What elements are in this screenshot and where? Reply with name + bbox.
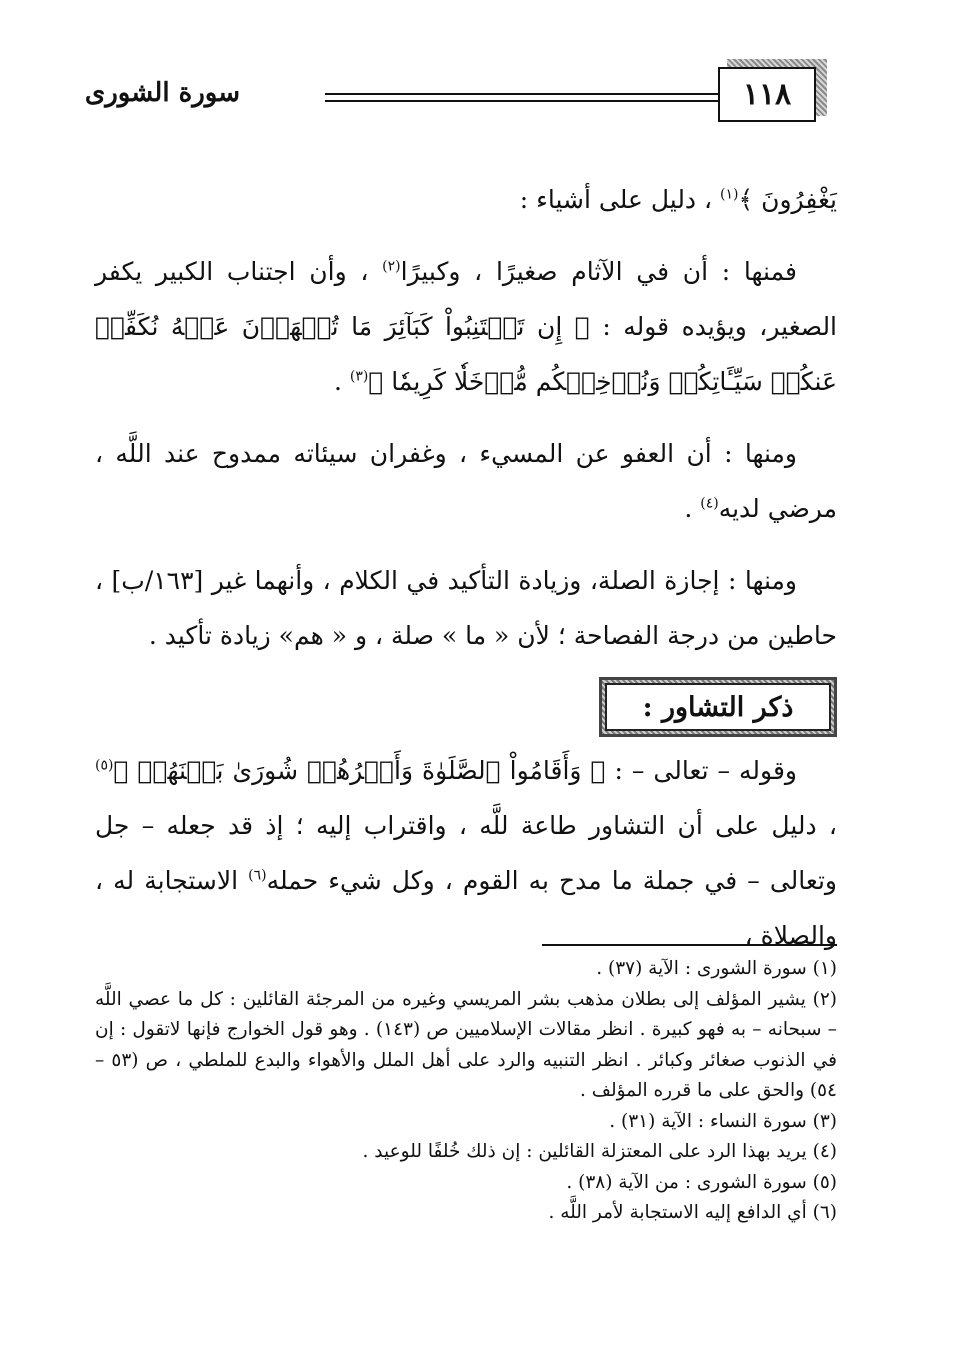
paragraph-5: [95, 743, 837, 963]
footnote-3: (٣) سورة النساء : الآية (٣١) .: [609, 1110, 837, 1132]
footnote-4: (٤) يريد بهذا الرد على المعتزلة القائلين : إن ذلك خُلفًا للوعيد .: [362, 1141, 837, 1162]
paragraph-text: ومنها : أن العفو عن المسيء ، وغفران سيئاته ممدوح عند اللَّه ، مرضي لديه: [95, 439, 837, 523]
footnote-6: (٦) أي الدافع إليه الاستجابة لأمر اللَّه .: [548, 1202, 837, 1223]
footnote-ref: (١): [720, 186, 739, 203]
running-header-title: سورة الشورى: [84, 78, 240, 108]
footnote-1: (١) سورة الشورى : الآية (٣٧) .: [596, 958, 837, 979]
paragraph-text: وقوله – تعالى – :: [614, 756, 797, 785]
footnote-ref: (٣): [349, 368, 369, 385]
quran-fragment: يَغْفِرُونَ ﴾: [738, 185, 837, 214]
paragraph-1: [95, 172, 837, 227]
footnote-2: (٢) يشير المؤلف إلى بطلان مذهب بشر المريسي وغيره من المرجئة القائلين : كل ما عصي اللَّه – سبحانه – به فهو كبيرة . انظر مقالات الإسلاميين ص (١٤٣) . وهو قول الخوارج فإنها لاتقول : إن في الذنوب صغائر وكبائر . انظر التنبيه والرد على أهل الملل والأهواء والبدع للملطي ، ص (٥٣ – ٥٤) والحق على ما قرره المؤلف .: [95, 988, 837, 1101]
quran-verse: ﴿ إِن تَجۡتَنِبُواْ كَبَآئِرَ مَا تُنۡهَوۡنَ عَنۡهُ نُكَفِّرۡ عَنكُمۡ سَيِّـَٔاتِكُمۡ وَنُدۡخِلۡكُم مُّدۡخَلٗا كَرِيمٗا ﴾: [95, 312, 837, 396]
page-number: ١١٨: [742, 77, 792, 112]
paragraph-text: ومنها : إجازة الصلة، وزيادة التأكيد في الكلام ، وأنهما غير [١٦٣/ب] ، حاطين من درجة الفصاحة ؛ لأن « ما » صلة ، و « هم» زيادة تأكيد .: [95, 566, 837, 650]
paragraph-text: ، دليل على أشياء :: [519, 185, 721, 214]
header-double-rule: [325, 93, 720, 102]
footnote-5: (٥) سورة الشورى : من الآية (٣٨) .: [566, 1171, 837, 1193]
footnote-ref: (٤): [700, 495, 719, 512]
section-heading-frame: [599, 677, 837, 737]
paragraph-end: .: [684, 494, 701, 523]
footnote-ref: (٥): [95, 757, 114, 774]
main-text: [95, 172, 837, 963]
paragraph-4: [95, 553, 837, 663]
paragraph-3: [95, 426, 837, 536]
footnotes: [95, 954, 837, 1229]
footnote-ref: (٦): [248, 867, 267, 884]
page-number-box: [718, 67, 816, 122]
paragraph-end: .: [333, 367, 350, 396]
section-heading: ذكر التشاور :: [605, 683, 831, 731]
quran-verse: ﴿ وَأَقَامُواْ ٱلصَّلَوٰةَ وَأَمۡرُهُمۡ شُورَىٰ بَيۡنَهُمۡ ﴾: [113, 756, 606, 785]
footnote-separator: [542, 944, 837, 946]
footnote-ref: (٢): [382, 258, 401, 275]
section-heading-row: [95, 671, 837, 743]
paragraph-2: [95, 244, 837, 409]
paragraph-text: ، دليل على أن التشاور طاعة للَّه ، واقتراب إليه ؛ إذ قد جعله – جل وتعالى – في جملة ما مدح به القوم ، وكل شيء حمله: [95, 811, 837, 895]
paragraph-text: الاستجابة له ، والصلاة ،: [95, 866, 837, 950]
paragraph-text: فمنها : أن في الآثام صغيرًا ، وكبيرًا: [400, 257, 798, 286]
paragraph-text: ، وأن اجتناب الكبير يكفر الصغير، ويؤيده قوله :: [95, 257, 838, 341]
